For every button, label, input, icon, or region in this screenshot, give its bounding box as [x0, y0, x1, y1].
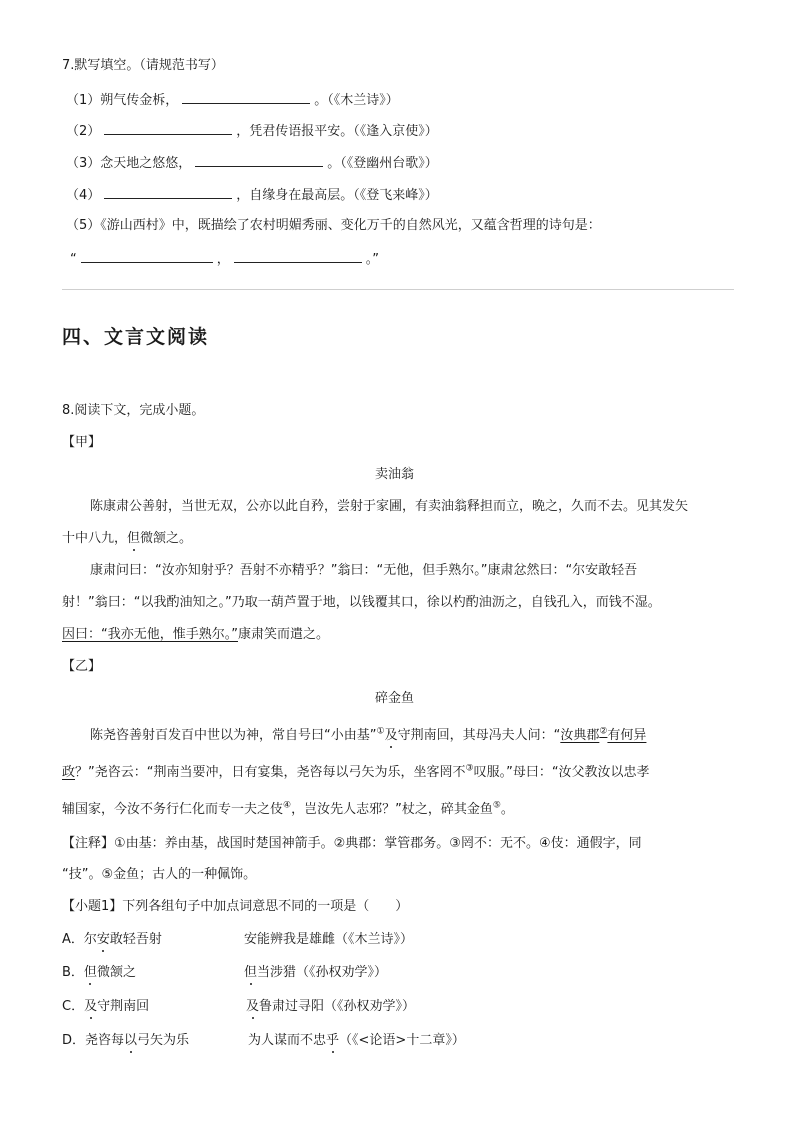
passage-yi-line: 政？”尧咨云：“荆南当要冲，日有宴集，尧咨每以弓矢为乐，坐客罔不③叹服。”母曰：“汝父教汝以忠孝 — [62, 763, 650, 780]
passage-jia-line: 康肃问曰：“汝亦知射乎？吾射不亦精乎？”翁曰：“无他，但手熟尔。”康肃忿然曰：“尔安敢轻吾 — [90, 563, 638, 578]
option-a-compare: 安能辨我是雄雌（《木兰诗》） — [244, 932, 414, 947]
answer-blank[interactable] — [104, 121, 232, 135]
answer-blank[interactable] — [81, 249, 213, 263]
q7-item-4: （4） ，自缘身在最高层。（《登飞来峰》） — [66, 185, 438, 205]
q7-item-1: （1）朔气传金柝， 。（《木兰诗》） — [66, 90, 399, 110]
option-c[interactable]: C．及守荆南回 — [62, 999, 150, 1014]
passage-jia-line: 陈康肃公善射，当世无双，公亦以此自矜，尝射于家圃，有卖油翁释担而立，晩之，久而不去。见其发矢 — [90, 499, 689, 514]
section-title: 四、文言文阅读 — [62, 326, 210, 348]
passage-jia-line: 十中八九，但微颔之。 — [62, 531, 193, 546]
question-7-title: 7.默写填空。（请规范书写） — [62, 58, 224, 73]
passage-jia-label: 【甲】 — [62, 435, 102, 450]
annotation-line: “技”。⑤金鱼；古人的一种佩饰。 — [62, 867, 257, 882]
answer-blank[interactable] — [182, 90, 310, 104]
passage-jia-line: 射！”翁曰：“以我酌油知之。”乃取一葫芦置于地，以钱覆其口，徐以杓酌油沥之，自钱孔入，而钱不湿。 — [62, 595, 661, 610]
passage-yi-label: 【乙】 — [62, 659, 102, 674]
passage-yi-title: 碎金鱼 — [375, 691, 415, 706]
passage-jia-title: 卖油翁 — [375, 467, 415, 482]
option-b-compare: 但当涉猎（《孙权劝学》） — [244, 965, 388, 980]
answer-blank[interactable] — [234, 249, 362, 263]
question-8-title: 8.阅读下文，完成小题。 — [62, 403, 205, 418]
annotation-line: 【注释】①由基：养由基，战国时楚国神箭手。②典郡：掌管郡务。③罔不：无不。④伎：通假字，同 — [62, 836, 642, 851]
passage-yi-line: 陈尧咨善射百发百中世以为神，常自号曰“小由基”①及守荆南回，其母冯夫人问：“汝典郡②有何异 — [90, 726, 647, 743]
option-c-compare: 及鲁肃过寻阳（《孙权劝学》） — [246, 999, 416, 1014]
option-d[interactable]: D．尧咨每以弓矢为乐 — [62, 1033, 190, 1048]
option-d-compare: 为人谋而不忠乎（《<论语>十二章》） — [248, 1033, 465, 1048]
sub-question-1: 【小题1】下列各组句子中加点词意思不同的一项是（ ） — [62, 899, 409, 914]
q7-item-2: （2） ，凭君传语报平安。（《逢入京使》） — [66, 121, 438, 141]
section-divider — [62, 289, 734, 290]
answer-blank[interactable] — [104, 185, 232, 199]
q7-item-5-answer: “ ， 。” — [70, 249, 379, 269]
passage-jia-line: 因曰：“我亦无他，惟手熟尔。”康肃笑而遣之。 — [62, 627, 329, 642]
q7-item-5: （5）《游山西村》中，既描绘了农村明媚秀丽、变化万千的自然风光，又蕴含哲理的诗句是： — [66, 218, 601, 233]
passage-yi-line: 辅国家，今汝不务行仁化而专一夫之伎④，岂汝先人志邪？”杖之，碎其金鱼⑤。 — [62, 800, 514, 817]
q7-item-3: （3）念天地之悠悠， 。（《登幽州台歌》） — [66, 153, 438, 173]
option-b[interactable]: B．但微颔之 — [62, 965, 136, 980]
answer-blank[interactable] — [195, 153, 323, 167]
underlined-sentence: 因曰：“我亦无他，惟手熟尔。” — [62, 627, 238, 642]
option-a[interactable]: A．尔安敢轻吾射 — [62, 932, 162, 947]
